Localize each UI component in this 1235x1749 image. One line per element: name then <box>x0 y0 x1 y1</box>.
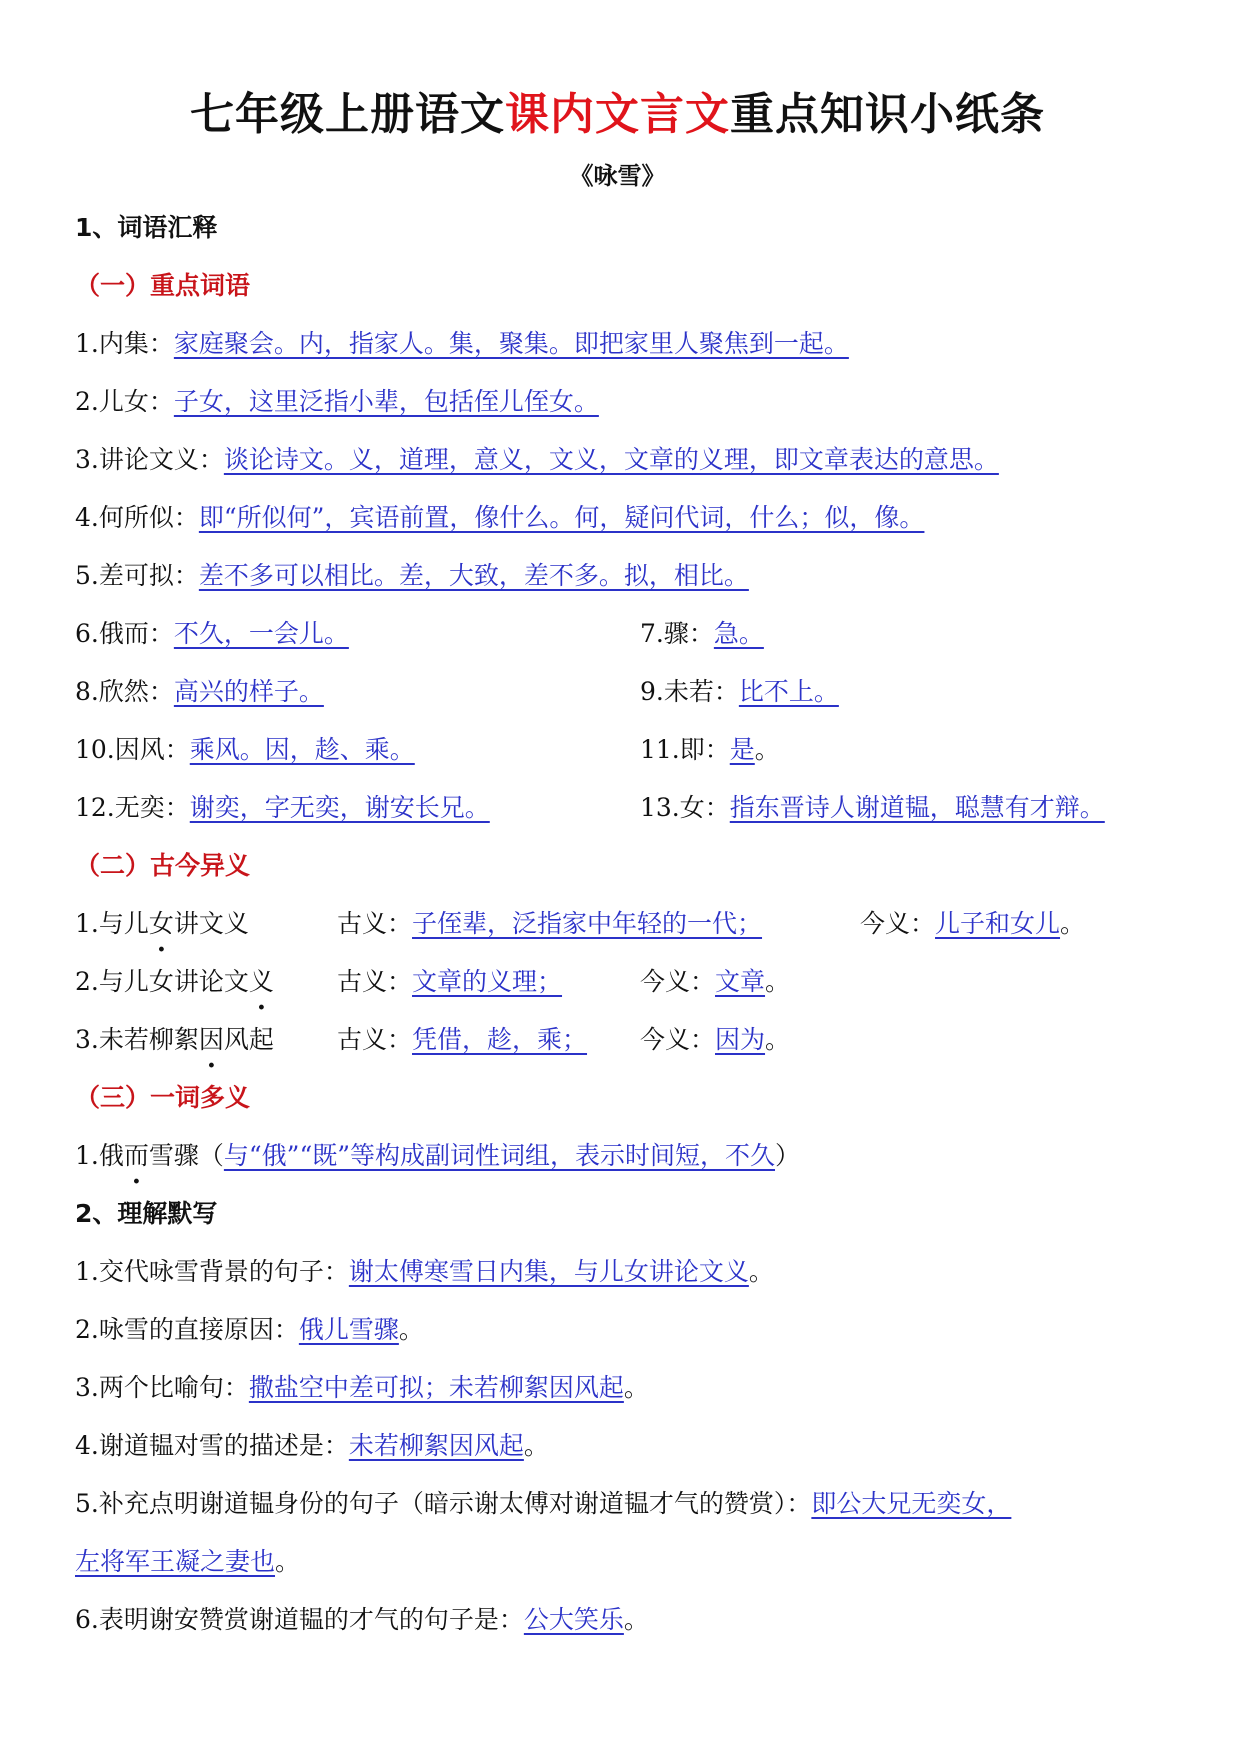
vocab-answer: 乘风。因，趁、乘。 <box>189 735 415 764</box>
vocab-answer: 家庭聚会。内，指家人。集，聚集。即把家里人聚焦到一起。 <box>173 329 849 358</box>
vocab-label: 11.即： <box>640 735 730 764</box>
polysemy-row <box>75 1136 800 1176</box>
dictation-item <box>75 1252 774 1292</box>
dictation-item <box>75 1310 424 1350</box>
row-tail: 。 <box>623 1605 649 1634</box>
vocab-label: 9.未若： <box>640 677 739 706</box>
jin-answer: 文章 <box>715 967 766 996</box>
sub1-heading: （一）重点词语 <box>75 271 251 300</box>
phrase-text: 1.与儿 <box>75 909 149 938</box>
dictation-answer: 即公大兄无奕女， <box>811 1489 1012 1518</box>
vocab-pair-row <box>75 788 1165 828</box>
phrase-text: 3.未若柳絮 <box>75 1025 199 1054</box>
dictation-item <box>75 1368 649 1408</box>
polysemy-answer: 与“俄”“既”等构成副词性词组，表示时间短，不久 <box>223 1141 776 1170</box>
vocab-answer: 谢奕，字无奕，谢安长兄。 <box>189 793 490 822</box>
dictation-item <box>75 1426 549 1466</box>
sub2-heading: （二）古今异义 <box>75 851 251 880</box>
row-tail: 。 <box>398 1315 424 1344</box>
vocab-answer: 比不上。 <box>738 677 839 706</box>
gu-answer: 子侄辈，泛指家中年轻的一代； <box>412 909 763 938</box>
dotted-char: 义 <box>248 967 274 996</box>
row-tail: 。 <box>765 967 791 996</box>
gu-label: 古义： <box>337 1025 413 1054</box>
gu-answer: 文章的义理； <box>412 967 563 996</box>
vocab-answer: 子女，这里泛指小辈，包括侄儿侄女。 <box>173 387 599 416</box>
title-highlight: 课内文言文 <box>505 89 730 140</box>
vocab-label: 7.骤： <box>640 619 714 648</box>
vocab-label: 2.儿女： <box>75 387 174 416</box>
row-tail: 。 <box>623 1373 649 1402</box>
dictation-label: 3.两个比喻句： <box>75 1373 249 1402</box>
vocab-answer: 谈论诗文。义，道理，意义，文义，文章的义理，即文章表达的意思。 <box>223 445 999 474</box>
vocab-answer: 指东晋诗人谢道韫，聪慧有才辩。 <box>729 793 1105 822</box>
title-part3: 重点知识小纸条 <box>730 89 1045 140</box>
gujin-row <box>75 904 1165 944</box>
row-tail: 。 <box>765 1025 791 1054</box>
vocab-pair-row <box>75 672 1165 712</box>
row-tail: ） <box>775 1141 801 1170</box>
dotted-char: 女 <box>148 909 174 938</box>
dictation-label: 2.咏雪的直接原因： <box>75 1315 299 1344</box>
vocab-tail: 。 <box>754 735 780 764</box>
phrase-text: 讲文义 <box>173 909 249 938</box>
vocab-item <box>75 324 849 364</box>
vocab-answer: 即“所似何”，宾语前置，像什么。何，疑问代词，什么；似，像。 <box>198 503 925 532</box>
jin-answer: 因为 <box>715 1025 766 1054</box>
dictation-label: 4.谢道韫对雪的描述是： <box>75 1431 349 1460</box>
vocab-label: 13.女： <box>640 793 730 822</box>
vocab-item <box>75 440 999 480</box>
vocab-label: 10.因风： <box>75 735 190 764</box>
dictation-label: 6.表明谢安赞赏谢道韫的才气的句子是： <box>75 1605 524 1634</box>
dictation-item-continued <box>75 1542 300 1582</box>
row-tail: 。 <box>275 1547 301 1576</box>
vocab-label: 6.俄而： <box>75 619 174 648</box>
section1-heading: 1、词语汇释 <box>75 213 218 242</box>
dotted-char: 因 <box>198 1025 224 1054</box>
phrase-text: 1.俄 <box>75 1141 124 1170</box>
vocab-label: 12.无奕： <box>75 793 190 822</box>
vocab-answer: 高兴的样子。 <box>173 677 324 706</box>
sub3-heading: （三）一词多义 <box>75 1083 251 1112</box>
vocab-answer: 急。 <box>713 619 764 648</box>
gu-label: 古义： <box>337 967 413 996</box>
row-tail: 。 <box>748 1257 774 1286</box>
vocab-label: 1.内集： <box>75 329 174 358</box>
dictation-answer: 俄儿雪骤 <box>298 1315 399 1344</box>
dictation-label: 1.交代咏雪背景的句子： <box>75 1257 349 1286</box>
jin-label: 今义： <box>640 967 716 996</box>
dictation-answer: 撒盐空中差可拟；未若柳絮因风起 <box>248 1373 624 1402</box>
page-title <box>0 78 1235 142</box>
jin-label: 今义： <box>860 909 936 938</box>
dictation-answer: 公大笑乐 <box>523 1605 624 1634</box>
vocab-item <box>75 556 749 596</box>
phrase-text: 雪骤（ <box>148 1141 224 1170</box>
dictation-answer: 谢太傅寒雪日内集，与儿女讲论文义 <box>348 1257 749 1286</box>
section2-heading: 2、理解默写 <box>75 1199 218 1228</box>
vocab-answer: 不久，一会儿。 <box>173 619 349 648</box>
vocab-pair-row <box>75 730 1165 770</box>
phrase-text: 2.与儿女讲论文 <box>75 967 249 996</box>
dotted-char: 而 <box>123 1141 149 1170</box>
dictation-label: 5.补充点明谢道韫身份的句子（暗示谢太傅对谢道韫才气的赞赏）： <box>75 1489 812 1518</box>
phrase-text: 风起 <box>223 1025 274 1054</box>
vocab-label: 3.讲论文义： <box>75 445 224 474</box>
title-part1: 七年级上册语文 <box>190 89 505 140</box>
vocab-item <box>75 498 924 538</box>
gu-label: 古义： <box>337 909 413 938</box>
vocab-label: 4.何所似： <box>75 503 199 532</box>
vocab-answer: 是 <box>729 735 755 764</box>
dictation-answer: 未若柳絮因风起 <box>348 1431 524 1460</box>
lesson-title: 《咏雪》 <box>569 162 666 190</box>
gujin-row <box>75 1020 1165 1060</box>
vocab-answer: 差不多可以相比。差，大致，差不多。拟，相比。 <box>198 561 749 590</box>
vocab-item <box>75 382 599 422</box>
dictation-item <box>75 1600 649 1640</box>
vocab-label: 5.差可拟： <box>75 561 199 590</box>
row-tail: 。 <box>523 1431 549 1460</box>
vocab-label: 8.欣然： <box>75 677 174 706</box>
row-tail: 。 <box>1060 909 1086 938</box>
dictation-item <box>75 1484 1011 1524</box>
gujin-row <box>75 962 1165 1002</box>
jin-answer: 儿子和女儿 <box>935 909 1061 938</box>
jin-label: 今义： <box>640 1025 716 1054</box>
gu-answer: 凭借，趁，乘； <box>412 1025 588 1054</box>
vocab-pair-row <box>75 614 1165 654</box>
dictation-answer: 左将军王凝之妻也 <box>75 1547 276 1576</box>
